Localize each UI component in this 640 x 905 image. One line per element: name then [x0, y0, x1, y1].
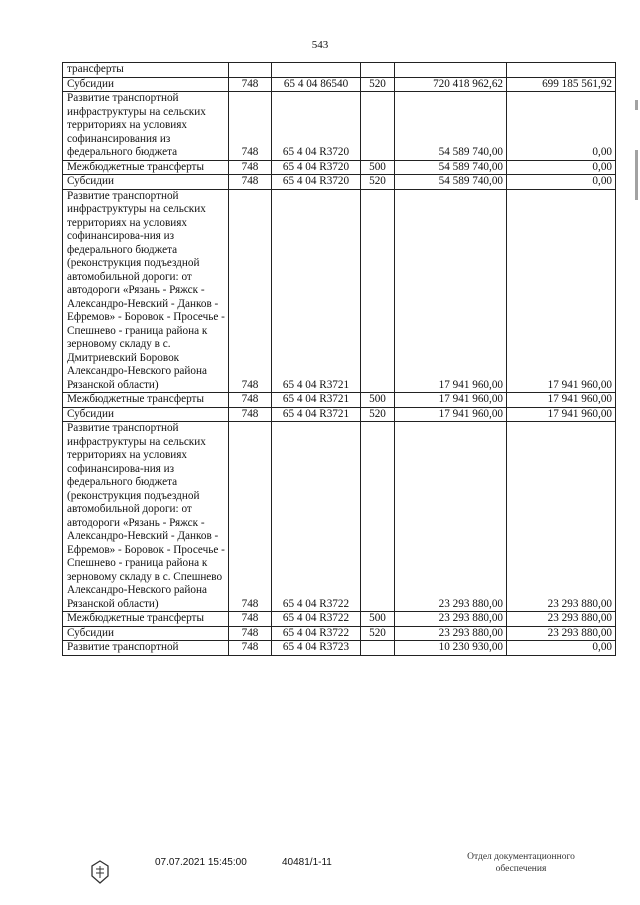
row-vr	[361, 189, 395, 393]
row-vr: 500	[361, 393, 395, 408]
stamp-line: Отдел документационного	[467, 852, 575, 862]
row-sum-2022: 23 293 880,00	[507, 626, 616, 641]
row-description: Субсидии	[63, 77, 229, 92]
scan-edge-mark	[635, 100, 638, 110]
row-sum-2021: 23 293 880,00	[395, 612, 507, 627]
row-gr	[229, 63, 272, 78]
budget-table	[62, 62, 616, 656]
row-code: 65 4 04 R3721	[272, 407, 361, 422]
row-code	[272, 63, 361, 78]
row-sum-2022: 0,00	[507, 641, 616, 656]
row-description: Развитие транспортной инфраструктуры на сельских территориях на условиях софинансирова-ния из федерального бюджета (реконструкция подъездной автомобильной дороги: от автодороги «Рязань - Ряжск - Александро-Невский - Данков - Ефремов» - Боровок - Просечье - Спешнево - граница района к зерновому складу в с. Дмитриевский Боровок Александро-Невского района Рязанской области)	[63, 189, 229, 393]
table-row	[63, 160, 616, 175]
row-code: 65 4 04 R3723	[272, 641, 361, 656]
row-sum-2021: 54 589 740,00	[395, 175, 507, 190]
row-description: Развитие транспортной инфраструктуры на сельских территориях на условиях софинансирова-ния из федерального бюджета (реконструкция подъездной автомобильной дороги: от автодороги «Рязань - Ряжск - Александро-Невский - Данков - Ефремов» - Боровок - Просечье - Спешнево - граница района к зерновому складу в с. Спешнево Александро-Невского района Рязанской области)	[63, 422, 229, 612]
budget-table-body	[63, 63, 616, 656]
row-code: 65 4 04 R3722	[272, 422, 361, 612]
row-sum-2021: 23 293 880,00	[395, 422, 507, 612]
row-sum-2021: 54 589 740,00	[395, 160, 507, 175]
row-gr: 748	[229, 189, 272, 393]
table-row	[63, 422, 616, 612]
scan-edge-mark	[635, 150, 638, 200]
row-sum-2022: 23 293 880,00	[507, 612, 616, 627]
row-sum-2022	[507, 63, 616, 78]
row-gr: 748	[229, 393, 272, 408]
row-gr: 748	[229, 626, 272, 641]
row-description: Межбюджетные трансферты	[63, 160, 229, 175]
row-gr: 748	[229, 175, 272, 190]
row-code: 65 4 04 R3722	[272, 626, 361, 641]
row-sum-2021: 17 941 960,00	[395, 393, 507, 408]
row-vr: 520	[361, 626, 395, 641]
department-stamp	[446, 851, 596, 875]
row-sum-2022: 17 941 960,00	[507, 189, 616, 393]
row-vr: 520	[361, 175, 395, 190]
stamp-line: обеспечения	[495, 864, 547, 874]
row-description: Субсидии	[63, 407, 229, 422]
row-description: Субсидии	[63, 175, 229, 190]
row-description: Межбюджетные трансферты	[63, 612, 229, 627]
row-gr: 748	[229, 92, 272, 161]
row-description: трансферты	[63, 63, 229, 78]
emblem-icon	[88, 859, 112, 885]
footer-doc-number: 40481/1-11	[282, 857, 332, 868]
row-vr	[361, 63, 395, 78]
row-sum-2021: 17 941 960,00	[395, 407, 507, 422]
row-gr: 748	[229, 641, 272, 656]
row-gr: 748	[229, 422, 272, 612]
row-gr: 748	[229, 612, 272, 627]
row-code: 65 4 04 R3721	[272, 189, 361, 393]
row-code: 65 4 04 R3721	[272, 393, 361, 408]
row-code: 65 4 04 R3720	[272, 92, 361, 161]
row-gr: 748	[229, 160, 272, 175]
row-sum-2021	[395, 63, 507, 78]
table-row	[63, 63, 616, 78]
page-number: 543	[311, 39, 329, 51]
table-row	[63, 175, 616, 190]
row-vr	[361, 92, 395, 161]
row-sum-2021: 10 230 930,00	[395, 641, 507, 656]
table-row	[63, 612, 616, 627]
row-sum-2022: 699 185 561,92	[507, 77, 616, 92]
row-vr: 520	[361, 77, 395, 92]
row-sum-2021: 17 941 960,00	[395, 189, 507, 393]
row-vr	[361, 641, 395, 656]
row-sum-2022: 17 941 960,00	[507, 407, 616, 422]
row-code: 65 4 04 R3722	[272, 612, 361, 627]
row-gr: 748	[229, 407, 272, 422]
row-sum-2021: 23 293 880,00	[395, 626, 507, 641]
row-description: Межбюджетные трансферты	[63, 393, 229, 408]
row-sum-2022: 23 293 880,00	[507, 422, 616, 612]
row-description: Развитие транспортной инфраструктуры на сельских территориях на условиях софинансирования из федерального бюджета	[63, 92, 229, 161]
row-sum-2022: 0,00	[507, 160, 616, 175]
row-sum-2022: 0,00	[507, 175, 616, 190]
row-vr: 500	[361, 160, 395, 175]
row-gr: 748	[229, 77, 272, 92]
table-row	[63, 626, 616, 641]
table-row	[63, 92, 616, 161]
row-description: Субсидии	[63, 626, 229, 641]
row-sum-2022: 0,00	[507, 92, 616, 161]
row-sum-2022: 17 941 960,00	[507, 393, 616, 408]
table-row	[63, 393, 616, 408]
row-sum-2021: 720 418 962,62	[395, 77, 507, 92]
row-code: 65 4 04 R3720	[272, 175, 361, 190]
row-vr: 500	[361, 612, 395, 627]
row-vr	[361, 422, 395, 612]
table-row	[63, 77, 616, 92]
table-row	[63, 407, 616, 422]
table-row	[63, 189, 616, 393]
footer-datetime: 07.07.2021 15:45:00	[155, 857, 247, 868]
row-vr: 520	[361, 407, 395, 422]
row-description: Развитие транспортной	[63, 641, 229, 656]
table-row	[63, 641, 616, 656]
row-code: 65 4 04 86540	[272, 77, 361, 92]
row-sum-2021: 54 589 740,00	[395, 92, 507, 161]
row-code: 65 4 04 R3720	[272, 160, 361, 175]
